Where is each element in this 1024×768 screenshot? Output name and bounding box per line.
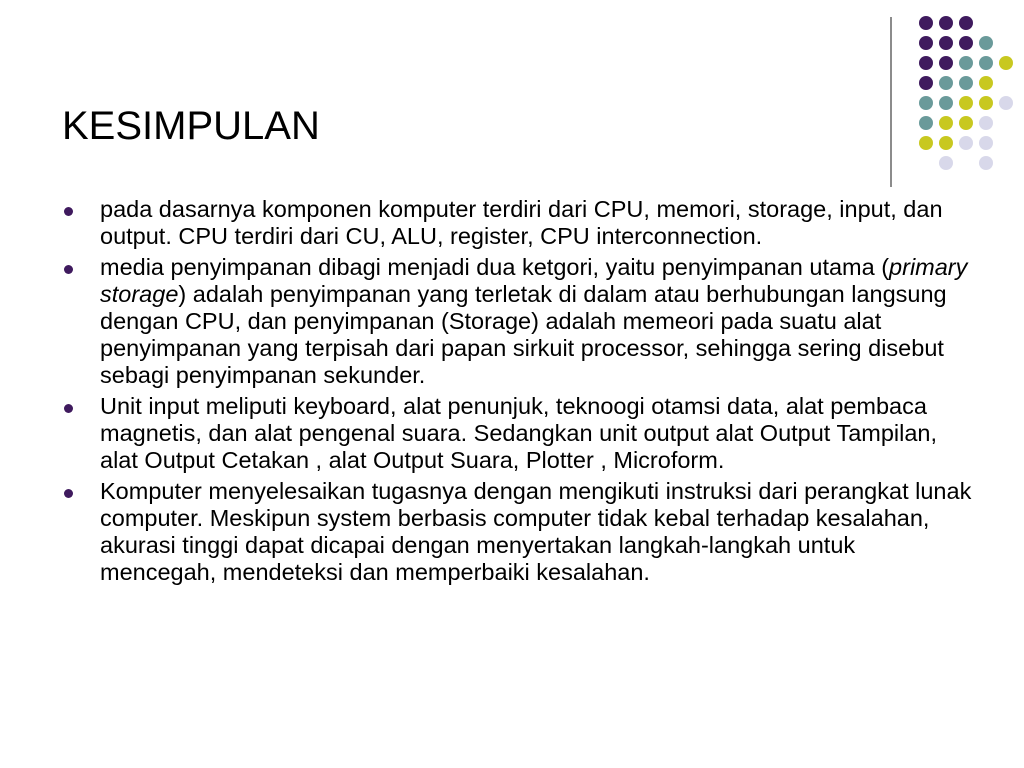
- bullet-text: ) adalah penyimpanan yang terletak di dalam atau berhubungan langsung dengan CPU, dan penyimpanan (Storage) adalah memeori pada suatu alat penyimpanan yang terpisah dari papan sirkuit processor, sehingga sering disebut sebagi penyimpanan sekunder.: [100, 281, 947, 388]
- decorative-dot: [979, 56, 993, 70]
- decorative-dot: [979, 116, 993, 130]
- decorative-dot: [919, 96, 933, 110]
- bullet-dot-icon: [64, 207, 73, 216]
- decorative-dot: [919, 136, 933, 150]
- vertical-divider: [890, 17, 892, 187]
- decorative-dot: [919, 116, 933, 130]
- decorative-dot: [939, 56, 953, 70]
- bullet-text: media penyimpanan dibagi menjadi dua ketgori, yaitu penyimpanan utama (: [100, 254, 890, 280]
- decorative-dot: [979, 36, 993, 50]
- decorative-dot: [939, 76, 953, 90]
- bullet-dot-icon: [64, 265, 73, 274]
- bullet-text: Unit input meliputi keyboard, alat penunjuk, teknoogi otamsi data, alat pembaca magnetis, dan alat pengenal suara. Sedangkan unit output alat Output Tampilan, alat Output Cetakan , alat Output Suara, Plotter , Microform.: [100, 393, 938, 473]
- bullet-text: Komputer menyelesaikan tugasnya dengan mengikuti instruksi dari perangkat lunak computer. Meskipun system berbasis computer tidak kebal terhadap kesalahan, akurasi tinggi dapat dicapai dengan menyertakan langkah-langkah untuk mencegah, mendeteksi dan memperbaiki kesalahan.: [100, 478, 972, 585]
- decorative-dot: [979, 156, 993, 170]
- decorative-dot-grid: [0, 0, 1024, 200]
- bullet-item: [62, 254, 972, 389]
- decorative-dot: [959, 136, 973, 150]
- decorative-dot: [939, 36, 953, 50]
- decorative-dot: [919, 16, 933, 30]
- bullet-list: [62, 196, 972, 590]
- decorative-dot: [939, 16, 953, 30]
- decorative-dot: [919, 76, 933, 90]
- decorative-dot: [979, 76, 993, 90]
- bullet-dot-icon: [64, 489, 73, 498]
- decorative-dot: [939, 136, 953, 150]
- decorative-dot: [959, 56, 973, 70]
- decorative-dot: [959, 116, 973, 130]
- bullet-item: [62, 478, 972, 586]
- bullet-text: pada dasarnya komponen komputer terdiri dari CPU, memori, storage, input, dan output. CPU terdiri dari CU, ALU, register, CPU interconnection.: [100, 196, 943, 249]
- decorative-dot: [959, 76, 973, 90]
- decorative-dot: [979, 136, 993, 150]
- decorative-dot: [959, 96, 973, 110]
- decorative-dot: [999, 56, 1013, 70]
- decorative-dot: [919, 36, 933, 50]
- decorative-dot: [979, 96, 993, 110]
- decorative-dot: [919, 56, 933, 70]
- decorative-dot: [959, 16, 973, 30]
- bullet-item: [62, 196, 972, 250]
- bullet-text-italic: primary storage: [100, 254, 968, 307]
- slide-title: KESIMPULAN: [62, 104, 320, 148]
- decorative-dot: [939, 116, 953, 130]
- bullet-dot-icon: [64, 404, 73, 413]
- decorative-dot: [939, 96, 953, 110]
- decorative-dot: [999, 96, 1013, 110]
- decorative-dot: [939, 156, 953, 170]
- decorative-dot: [959, 36, 973, 50]
- bullet-item: [62, 393, 972, 474]
